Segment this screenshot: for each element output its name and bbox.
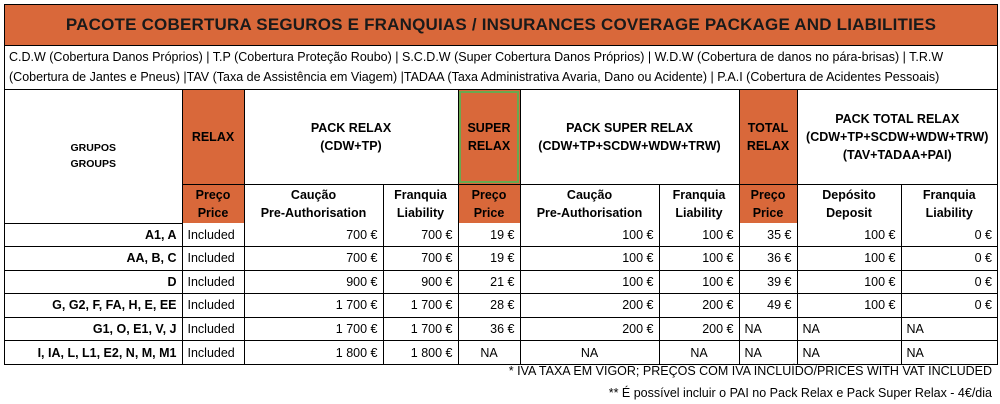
relax-caucao-cell: 1 700 € xyxy=(244,294,383,318)
relax-cell: Included xyxy=(182,270,244,294)
table-row xyxy=(5,270,997,294)
total-franquia-cell: 0 € xyxy=(901,294,997,318)
relax-caucao-cell: 700 € xyxy=(244,223,383,247)
super-caucao-cell: 200 € xyxy=(520,317,659,341)
group-cell: A1, A xyxy=(5,223,182,247)
relax-caucao-cell: 1 800 € xyxy=(244,341,383,365)
total-franquia-cell: 0 € xyxy=(901,247,997,271)
relax-franquia-cell: 1 700 € xyxy=(383,317,458,341)
super-caucao-cell: 100 € xyxy=(520,223,659,247)
coverage-table xyxy=(5,90,997,364)
total-franquia-cell: NA xyxy=(901,317,997,341)
total-price-cell: 49 € xyxy=(739,294,797,318)
pai-note: ** É possível incluir o PAI no Pack Relax e Pack Super Relax - 4€/dia xyxy=(608,386,992,400)
table-title: PACOTE COBERTURA SEGUROS E FRANQUIAS / INSURANCES COVERAGE PACKAGE AND LIABILITIES xyxy=(5,5,997,46)
super-franquia-cell: 100 € xyxy=(659,223,739,247)
total-deposit-cell: 100 € xyxy=(797,223,901,247)
super-price-cell: 28 € xyxy=(458,294,520,318)
coverage-table-container xyxy=(4,4,998,365)
table-row xyxy=(5,317,997,341)
relax-franquia-cell: 1 700 € xyxy=(383,294,458,318)
total-deposit-cell: NA xyxy=(797,341,901,365)
total-franquia-header: Franquia Liability xyxy=(901,184,997,223)
groups-header: GRUPOS GROUPS xyxy=(5,90,182,223)
super-caucao-cell: 100 € xyxy=(520,270,659,294)
table-row xyxy=(5,341,997,365)
relax-cell: Included xyxy=(182,247,244,271)
total-price-cell: 36 € xyxy=(739,247,797,271)
group-cell: AA, B, C xyxy=(5,247,182,271)
group-cell: D xyxy=(5,270,182,294)
super-price-cell: 19 € xyxy=(458,223,520,247)
abbreviation-legend xyxy=(5,46,997,90)
total-deposit-cell: 100 € xyxy=(797,270,901,294)
relax-franquia-cell: 700 € xyxy=(383,223,458,247)
total-franquia-cell: 0 € xyxy=(901,223,997,247)
relax-franquia-cell: 700 € xyxy=(383,247,458,271)
relax-cell: Included xyxy=(182,294,244,318)
super-price-cell: NA xyxy=(458,341,520,365)
total-price-cell: 35 € xyxy=(739,223,797,247)
super-price-cell: 19 € xyxy=(458,247,520,271)
total-relax-header: TOTAL RELAX xyxy=(739,90,797,184)
total-deposit-header: Depósito Deposit xyxy=(797,184,901,223)
total-price-cell: 39 € xyxy=(739,270,797,294)
relax-franquia-cell: 1 800 € xyxy=(383,341,458,365)
total-franquia-cell: NA xyxy=(901,341,997,365)
super-caucao-cell: NA xyxy=(520,341,659,365)
relax-franquia-cell: 900 € xyxy=(383,270,458,294)
group-cell: I, IA, L, L1, E2, N, M, M1 xyxy=(5,341,182,365)
table-row xyxy=(5,294,997,318)
super-price-cell: 21 € xyxy=(458,270,520,294)
relax-caucao-cell: 900 € xyxy=(244,270,383,294)
table-row xyxy=(5,247,997,271)
super-franquia-header: Franquia Liability xyxy=(659,184,739,223)
super-franquia-cell: 100 € xyxy=(659,247,739,271)
vat-note: * IVA TAXA EM VIGOR; PREÇOS COM IVA INCLUÍDO/PRICES WITH VAT INCLUDED xyxy=(508,364,992,378)
super-caucao-cell: 200 € xyxy=(520,294,659,318)
relax-caucao-cell: 1 700 € xyxy=(244,317,383,341)
relax-cell: Included xyxy=(182,341,244,365)
total-deposit-cell: 100 € xyxy=(797,247,901,271)
legend-line-2: (Cobertura de Jantes e Pneus) |TAV (Taxa de Assistência em Viagem) |TADAA (Taxa Administrativa Avaria, Dano ou Acidente) | P.A.I (Cobertura de Acidentes Pessoais) xyxy=(9,70,940,84)
relax-header: RELAX xyxy=(182,90,244,184)
relax-caucao-header: Caução Pre-Authorisation xyxy=(244,184,383,223)
total-price-cell: NA xyxy=(739,341,797,365)
super-franquia-cell: 200 € xyxy=(659,317,739,341)
super-price-header: Preço Price xyxy=(458,184,520,223)
relax-cell: Included xyxy=(182,223,244,247)
total-price-cell: NA xyxy=(739,317,797,341)
legend-line-1: C.D.W (Cobertura Danos Próprios) | T.P (Cobertura Proteção Roubo) | S.C.D.W (Super Cobertura Danos Próprios) | W.D.W (Cobertura de danos no pára-brisas) | T.R.W xyxy=(9,50,944,64)
group-cell: G, G2, F, FA, H, E, EE xyxy=(5,294,182,318)
super-franquia-cell: NA xyxy=(659,341,739,365)
relax-cell: Included xyxy=(182,317,244,341)
super-caucao-cell: 100 € xyxy=(520,247,659,271)
super-caucao-header: Caução Pre-Authorisation xyxy=(520,184,659,223)
super-franquia-cell: 200 € xyxy=(659,294,739,318)
super-relax-header: SUPER RELAX xyxy=(458,90,520,184)
total-franquia-cell: 0 € xyxy=(901,270,997,294)
relax-price-header: Preço Price xyxy=(182,184,244,223)
total-deposit-cell: NA xyxy=(797,317,901,341)
total-price-header: Preço Price xyxy=(739,184,797,223)
total-deposit-cell: 100 € xyxy=(797,294,901,318)
pack-super-relax-header: PACK SUPER RELAX (CDW+TP+SCDW+WDW+TRW) xyxy=(520,90,739,184)
group-cell: G1, O, E1, V, J xyxy=(5,317,182,341)
table-body xyxy=(5,223,997,364)
table-row xyxy=(5,223,997,247)
super-price-cell: 36 € xyxy=(458,317,520,341)
super-franquia-cell: 100 € xyxy=(659,270,739,294)
pack-relax-header: PACK RELAX (CDW+TP) xyxy=(244,90,458,184)
relax-franquia-header: Franquia Liability xyxy=(383,184,458,223)
relax-caucao-cell: 700 € xyxy=(244,247,383,271)
pack-total-relax-header: PACK TOTAL RELAX (CDW+TP+SCDW+WDW+TRW) (TAV+TADAA+PAI) xyxy=(797,90,997,184)
